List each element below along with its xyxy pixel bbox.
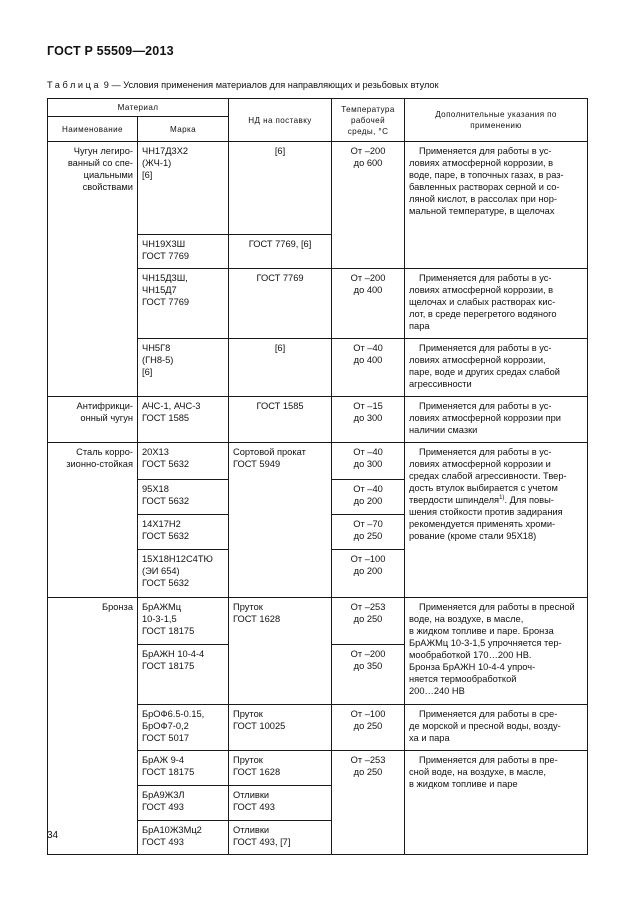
table-header-row xyxy=(48,99,588,117)
material-name: Чугун легиро- ванный со спе- циальными свойствами xyxy=(67,146,133,192)
temperature-range: От –253 до 250 xyxy=(350,755,386,777)
materials-table xyxy=(47,98,588,855)
table-label: Таблица xyxy=(47,80,102,90)
usage-notes: Применяется для работы в пре- сной воде, на воздухе, в масле, в жидком топливе и паре xyxy=(409,755,558,789)
temperature-range: От –100 до 200 xyxy=(350,554,386,576)
temperature-range: От –200 до 350 xyxy=(350,649,386,671)
material-name: Антифрикци- онный чугун xyxy=(76,401,133,423)
usage-notes: Применяется для работы в ус- ловиях атмосферной коррозии, в воде, паре, в топочных газах, в раз- бавленных растворах серной и со- ляной кислот, в рассолах при нор- мальной температуре, в щелочах xyxy=(409,146,564,216)
temperature-range: От –40 до 200 xyxy=(353,484,383,506)
table-caption xyxy=(47,80,439,90)
table-row xyxy=(48,598,588,645)
table-caption-text: — Условия применения материалов для направляющих и резьбовых втулок xyxy=(111,80,439,90)
material-grade: БрА9Ж3Л ГОСТ 493 xyxy=(142,790,185,812)
supply-standard: Пруток ГОСТ 1628 xyxy=(233,755,281,777)
header-name: Наименование xyxy=(48,117,138,142)
document-title: ГОСТ Р 55509—2013 xyxy=(47,44,174,58)
material-grade: БрАЖМц 10-3-1,5 ГОСТ 18175 xyxy=(142,602,195,636)
header-grade: Марка xyxy=(138,117,229,142)
supply-standard: ГОСТ 1585 xyxy=(256,401,304,411)
material-grade: 95Х18 ГОСТ 5632 xyxy=(142,484,190,506)
material-grade: БрА10Ж3Мц2 ГОСТ 493 xyxy=(142,825,202,847)
table-row xyxy=(48,142,588,235)
supply-standard: Пруток ГОСТ 1628 xyxy=(233,602,281,624)
supply-standard: Отливки ГОСТ 493 xyxy=(233,790,275,812)
table-row xyxy=(48,443,588,480)
material-grade: 20Х13 ГОСТ 5632 xyxy=(142,447,190,469)
temperature-range: От –200 до 600 xyxy=(350,146,386,168)
material-name: Бронза xyxy=(101,602,133,612)
header-temp: Температура рабочей среды, °С xyxy=(332,99,405,142)
usage-notes: Применяется для работы в ус- ловиях атмосферной коррозии, в щелочах и слабых растворах кис- лот, в среде перегретого водяного пара xyxy=(409,273,557,331)
supply-standard: [6] xyxy=(274,343,286,353)
usage-notes: Применяется для работы в ус- ловиях атмосферной коррозии, паре, воде и других средах слабой агрессивности xyxy=(409,343,560,389)
material-grade: 14Х17Н2 ГОСТ 5632 xyxy=(142,519,190,541)
material-grade: БрАЖ 9-4 ГОСТ 18175 xyxy=(142,755,195,777)
supply-standard: Пруток ГОСТ 10025 xyxy=(233,709,286,731)
material-grade: ЧН19Х3Ш ГОСТ 7769 xyxy=(142,239,190,261)
temperature-range: От –70 до 250 xyxy=(353,519,383,541)
material-grade: БрАЖН 10-4-4 ГОСТ 18175 xyxy=(142,649,205,671)
supply-standard: Отливки ГОСТ 493, [7] xyxy=(233,825,291,847)
supply-standard: Сортовой прокат ГОСТ 5949 xyxy=(233,447,306,469)
usage-notes: Применяется для работы в ус- ловиях атмосферной коррозии при наличии смазки xyxy=(409,401,561,435)
footnote-marker: 1) xyxy=(499,494,505,501)
temperature-range: От –253 до 250 xyxy=(350,602,386,624)
usage-notes: Применяется для работы в пресной воде, на воздухе, в масле, в жидком топливе и паре. Бронза БрАЖМц 10-3-1,5 упрочняется тер- мообработкой 170…200 НВ. Бронза БрАЖН 10-4-4 упроч- няется термообработкой 200…240 НВ xyxy=(409,602,575,696)
material-grade: БрОФ6.5-0.15, БрОФ7-0,2 ГОСТ 5017 xyxy=(142,709,205,743)
usage-notes: Применяется для работы в ус- ловиях атмосферной коррозии и средах слабой агрессивности. Твер- дость втулок выбирается с учетом твердости шпинделя$^{1)}$. Для повы- шения стойкости против задирания рекомендуется применять хроми- рование (кроме стали 95Х18) xyxy=(409,447,567,541)
material-grade: ЧН15Д3Ш, ЧН15Д7 ГОСТ 7769 xyxy=(142,273,190,307)
supply-standard: ГОСТ 7769 xyxy=(256,273,304,283)
table-row xyxy=(48,397,588,443)
header-material: Материал xyxy=(48,99,229,117)
header-notes: Дополнительные указания по применению xyxy=(405,99,588,142)
temperature-range: От –40 до 400 xyxy=(353,343,383,365)
temperature-range: От –200 до 400 xyxy=(350,273,386,295)
supply-standard: ГОСТ 7769, [6] xyxy=(248,239,312,249)
usage-notes: Применяется для работы в сре- де морской и пресной воды, возду- ха и пара xyxy=(409,709,561,743)
temperature-range: От –40 до 300 xyxy=(353,447,383,469)
supply-standard: [6] xyxy=(274,146,286,156)
temperature-range: От –100 до 250 xyxy=(350,709,386,731)
material-name: Сталь корро- зионно-стойкая xyxy=(66,447,133,469)
page-number: 34 xyxy=(47,830,59,841)
temperature-range: От –15 до 300 xyxy=(353,401,383,423)
header-nd: НД на поставку xyxy=(229,99,332,142)
material-grade: ЧН5Г8 (ГН8-5) [6] xyxy=(142,343,174,377)
material-grade: АЧС-1, АЧС-3 ГОСТ 1585 xyxy=(142,401,201,423)
material-grade: ЧН17Д3Х2 (ЖЧ-1) [6] xyxy=(142,146,189,180)
table-number: 9 xyxy=(103,80,109,90)
material-grade: 15Х18Н12С4ТЮ (ЭИ 654) ГОСТ 5632 xyxy=(142,554,213,588)
